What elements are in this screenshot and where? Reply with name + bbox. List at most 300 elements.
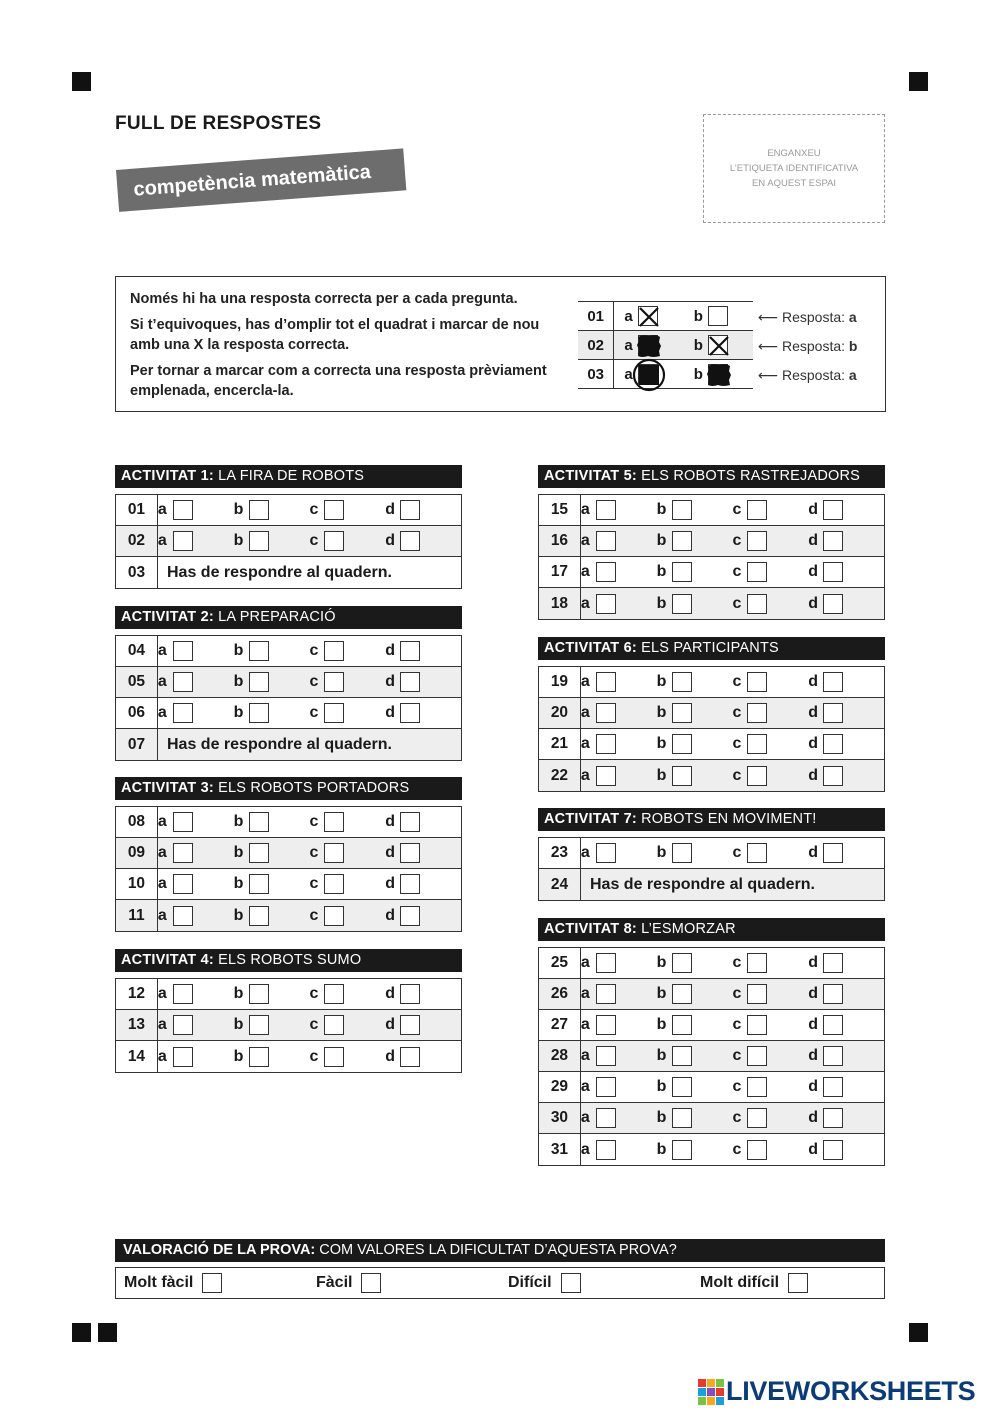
- answer-checkbox[interactable]: [596, 1108, 616, 1128]
- instructions-box: [115, 276, 886, 412]
- registration-mark: [72, 1323, 91, 1342]
- answer-checkbox[interactable]: [747, 953, 767, 973]
- registration-mark: [72, 72, 91, 91]
- question-row: [116, 900, 461, 931]
- answer-checkbox[interactable]: [672, 703, 692, 723]
- activity-1: [115, 465, 462, 589]
- rating-option: Difícil: [500, 1273, 692, 1293]
- question-row: [539, 1134, 884, 1165]
- answer-checkbox[interactable]: [400, 672, 420, 692]
- option-b: b: [234, 906, 310, 926]
- answer-checkbox[interactable]: [249, 984, 269, 1004]
- question-row: [539, 760, 884, 791]
- answer-checkbox[interactable]: [249, 906, 269, 926]
- option-d: d: [808, 953, 884, 973]
- option-d: d: [385, 812, 461, 832]
- option-d: d: [808, 1077, 884, 1097]
- rating-option: Fàcil: [308, 1273, 500, 1293]
- left-arrow-icon: ⟵: [758, 367, 779, 383]
- question-number: 30: [539, 1103, 581, 1133]
- answer-checkbox[interactable]: [672, 594, 692, 614]
- answer-checkbox[interactable]: [747, 562, 767, 582]
- option-c: c: [309, 531, 385, 551]
- question-number: 17: [539, 557, 581, 587]
- option-a: a: [581, 531, 657, 551]
- registration-mark: [909, 1323, 928, 1342]
- answer-checkbox[interactable]: [823, 734, 843, 754]
- answer-checkbox[interactable]: [823, 766, 843, 786]
- question-row: [116, 807, 461, 838]
- answer-checkbox[interactable]: [249, 531, 269, 551]
- rating-checkbox[interactable]: [202, 1273, 222, 1293]
- answer-checkbox[interactable]: [173, 672, 193, 692]
- activity-header: ACTIVITAT 4: ELS ROBOTS SUMO: [115, 949, 462, 972]
- answer-checkbox[interactable]: [672, 562, 692, 582]
- option-c: c: [732, 531, 808, 551]
- question-row: [116, 495, 461, 526]
- option-d: d: [385, 703, 461, 723]
- answer-checkbox[interactable]: [324, 843, 344, 863]
- example-option: b: [694, 335, 753, 355]
- option-d: d: [808, 1108, 884, 1128]
- answer-checkbox[interactable]: [747, 500, 767, 520]
- answer-checkbox[interactable]: [324, 1047, 344, 1067]
- answer-checkbox[interactable]: [249, 874, 269, 894]
- question-row: [539, 1010, 884, 1041]
- answer-checkbox[interactable]: [173, 1047, 193, 1067]
- answer-checkbox[interactable]: [823, 531, 843, 551]
- option-b: b: [657, 500, 733, 520]
- answer-checkbox[interactable]: [596, 594, 616, 614]
- option-d: d: [808, 1046, 884, 1066]
- answer-checkbox[interactable]: [823, 500, 843, 520]
- question-row: [539, 729, 884, 760]
- answer-checkbox[interactable]: [324, 641, 344, 661]
- answer-checkbox[interactable]: [672, 953, 692, 973]
- option-d: d: [385, 672, 461, 692]
- answer-checkbox[interactable]: [747, 734, 767, 754]
- answer-checkbox[interactable]: [173, 1015, 193, 1035]
- answer-checkbox[interactable]: [324, 874, 344, 894]
- answer-checkbox[interactable]: [672, 843, 692, 863]
- option-a: a: [158, 1047, 234, 1067]
- answer-checkbox[interactable]: [400, 812, 420, 832]
- question-number: 19: [539, 667, 581, 697]
- activity-header: ACTIVITAT 7: ROBOTS EN MOVIMENT!: [538, 808, 885, 831]
- question-row: [539, 495, 884, 526]
- option-b: b: [657, 1015, 733, 1035]
- option-c: c: [732, 594, 808, 614]
- question-number: 03: [116, 557, 158, 588]
- answer-checkbox[interactable]: [173, 906, 193, 926]
- activity-6: [538, 637, 885, 792]
- instructions-text: Només hi ha una resposta correcta per a cada pregunta. Si t’equivoques, has d’omplir tot el quadrat i marcar de nou amb una X la resposta correcta. Per tornar a marcar com a correcta una resposta prèviament emplenada, encercla-la.: [130, 291, 547, 399]
- answer-checkbox[interactable]: [400, 531, 420, 551]
- answer-checkbox[interactable]: [249, 641, 269, 661]
- left-arrow-icon: ⟵: [758, 338, 779, 354]
- option-b: b: [657, 531, 733, 551]
- activity-header: ACTIVITAT 5: ELS ROBOTS RASTREJADORS: [538, 465, 885, 488]
- example-row: [578, 331, 753, 360]
- option-c: c: [732, 953, 808, 973]
- answer-checkbox[interactable]: [400, 843, 420, 863]
- option-a: a: [581, 1046, 657, 1066]
- question-number: 09: [116, 838, 158, 868]
- option-a: a: [158, 531, 234, 551]
- answer-checkbox[interactable]: [400, 703, 420, 723]
- answer-checkbox[interactable]: [324, 1015, 344, 1035]
- answer-checkbox[interactable]: [823, 1077, 843, 1097]
- option-a: a: [581, 766, 657, 786]
- question-row: [116, 838, 461, 869]
- notebook-note: Has de respondre al quadern.: [167, 563, 392, 581]
- answer-checkbox[interactable]: [596, 734, 616, 754]
- option-b: b: [657, 1140, 733, 1160]
- question-row: [539, 1072, 884, 1103]
- option-a: a: [158, 641, 234, 661]
- question-number: 27: [539, 1010, 581, 1040]
- page-title: FULL DE RESPOSTES: [115, 113, 322, 134]
- answer-checkbox[interactable]: [672, 734, 692, 754]
- answer-checkbox[interactable]: [823, 594, 843, 614]
- answer-checkbox[interactable]: [672, 1015, 692, 1035]
- question-number: 24: [539, 869, 581, 900]
- answer-table: [115, 494, 462, 589]
- answer-checkbox[interactable]: [596, 766, 616, 786]
- option-a: a: [158, 874, 234, 894]
- question-number: 12: [116, 979, 158, 1009]
- answer-checkbox[interactable]: [823, 703, 843, 723]
- answer-checkbox[interactable]: [173, 703, 193, 723]
- question-number: 18: [539, 588, 581, 619]
- option-a: a: [158, 500, 234, 520]
- answer-checkbox[interactable]: [672, 1140, 692, 1160]
- answer-checkbox[interactable]: [596, 500, 616, 520]
- answer-table: [538, 947, 885, 1166]
- example-cross-box-icon: [708, 335, 728, 355]
- option-c: c: [309, 812, 385, 832]
- question-number: 05: [116, 667, 158, 697]
- example-answer: ⟵ Resposta: a: [758, 309, 857, 325]
- option-b: b: [657, 984, 733, 1004]
- option-a: a: [581, 734, 657, 754]
- option-b: b: [657, 1108, 733, 1128]
- question-row: [539, 948, 884, 979]
- option-b: b: [657, 1046, 733, 1066]
- question-row: [539, 526, 884, 557]
- rating-checkbox[interactable]: [361, 1273, 381, 1293]
- answer-checkbox[interactable]: [823, 1015, 843, 1035]
- question-row: [116, 667, 461, 698]
- question-number: 26: [539, 979, 581, 1009]
- option-b: b: [234, 874, 310, 894]
- rating-checkbox[interactable]: [788, 1273, 808, 1293]
- answer-checkbox[interactable]: [324, 906, 344, 926]
- rating-option: Molt difícil: [692, 1273, 884, 1293]
- option-c: c: [732, 703, 808, 723]
- answer-checkbox[interactable]: [596, 562, 616, 582]
- answer-checkbox[interactable]: [324, 672, 344, 692]
- answer-checkbox[interactable]: [672, 1077, 692, 1097]
- option-d: d: [385, 1015, 461, 1035]
- example-table: [578, 301, 753, 389]
- answer-checkbox[interactable]: [400, 874, 420, 894]
- answer-checkbox[interactable]: [173, 500, 193, 520]
- question-number: 11: [116, 900, 158, 931]
- answer-checkbox[interactable]: [823, 1046, 843, 1066]
- activity-2: [115, 606, 462, 761]
- question-row: [539, 588, 884, 619]
- answer-checkbox[interactable]: [596, 843, 616, 863]
- answer-checkbox[interactable]: [173, 874, 193, 894]
- option-d: d: [385, 874, 461, 894]
- example-answer: ⟵ Resposta: a: [758, 367, 857, 383]
- answer-checkbox[interactable]: [747, 766, 767, 786]
- answer-checkbox[interactable]: [823, 843, 843, 863]
- option-d: d: [808, 562, 884, 582]
- question-number: 21: [539, 729, 581, 759]
- answer-checkbox[interactable]: [672, 984, 692, 1004]
- option-b: b: [657, 703, 733, 723]
- option-b: b: [234, 641, 310, 661]
- option-c: c: [732, 843, 808, 863]
- option-b: b: [234, 672, 310, 692]
- answer-checkbox[interactable]: [596, 1140, 616, 1160]
- example-option: a: [624, 306, 683, 326]
- option-b: b: [657, 734, 733, 754]
- option-c: c: [309, 500, 385, 520]
- question-number: 02: [116, 526, 158, 556]
- question-number: 06: [116, 698, 158, 728]
- id-label-area: ENGANXEU L’ETIQUETA IDENTIFICATIVA EN AQUEST ESPAI: [703, 114, 885, 223]
- rating-options: [115, 1267, 885, 1299]
- answer-checkbox[interactable]: [400, 1015, 420, 1035]
- option-b: b: [234, 531, 310, 551]
- option-c: c: [732, 1046, 808, 1066]
- activity-5: [538, 465, 885, 620]
- option-a: a: [581, 703, 657, 723]
- question-row: [539, 838, 884, 869]
- answer-checkbox[interactable]: [823, 984, 843, 1004]
- answer-table: [538, 494, 885, 620]
- answer-checkbox[interactable]: [400, 641, 420, 661]
- answer-table: [115, 635, 462, 761]
- answer-checkbox[interactable]: [400, 984, 420, 1004]
- answer-checkbox[interactable]: [173, 843, 193, 863]
- answer-checkbox[interactable]: [747, 843, 767, 863]
- option-b: b: [234, 843, 310, 863]
- answer-checkbox[interactable]: [249, 1047, 269, 1067]
- option-a: a: [581, 984, 657, 1004]
- example-number: 02: [578, 331, 614, 359]
- option-a: a: [581, 1108, 657, 1128]
- option-a: a: [158, 812, 234, 832]
- answer-checkbox[interactable]: [672, 672, 692, 692]
- question-number: 16: [539, 526, 581, 556]
- option-c: c: [309, 843, 385, 863]
- answer-checkbox[interactable]: [747, 1077, 767, 1097]
- answer-checkbox[interactable]: [823, 562, 843, 582]
- option-a: a: [158, 984, 234, 1004]
- option-c: c: [309, 984, 385, 1004]
- option-d: d: [808, 984, 884, 1004]
- logo-icon: [698, 1379, 724, 1405]
- question-row: [116, 1010, 461, 1041]
- question-number: 15: [539, 495, 581, 525]
- example-number: 01: [578, 302, 614, 330]
- notebook-note: Has de respondre al quadern.: [167, 735, 392, 753]
- answer-checkbox[interactable]: [596, 531, 616, 551]
- answer-checkbox[interactable]: [672, 500, 692, 520]
- answer-checkbox[interactable]: [324, 703, 344, 723]
- answer-checkbox[interactable]: [400, 500, 420, 520]
- answer-checkbox[interactable]: [672, 1046, 692, 1066]
- answer-checkbox[interactable]: [249, 703, 269, 723]
- answer-checkbox[interactable]: [324, 984, 344, 1004]
- answer-checkbox[interactable]: [672, 766, 692, 786]
- question-row: [539, 1103, 884, 1134]
- answer-checkbox[interactable]: [173, 641, 193, 661]
- answer-checkbox[interactable]: [324, 500, 344, 520]
- activity-header: ACTIVITAT 6: ELS PARTICIPANTS: [538, 637, 885, 660]
- question-number: 04: [116, 636, 158, 666]
- answer-checkbox[interactable]: [324, 531, 344, 551]
- answer-checkbox[interactable]: [173, 812, 193, 832]
- answer-checkbox[interactable]: [747, 703, 767, 723]
- option-a: a: [581, 562, 657, 582]
- option-a: a: [158, 843, 234, 863]
- answer-checkbox[interactable]: [596, 953, 616, 973]
- option-a: a: [581, 1077, 657, 1097]
- answer-table: [115, 978, 462, 1073]
- option-d: d: [385, 906, 461, 926]
- answer-checkbox[interactable]: [249, 812, 269, 832]
- question-row: [539, 667, 884, 698]
- answer-checkbox[interactable]: [173, 984, 193, 1004]
- option-a: a: [581, 843, 657, 863]
- answer-checkbox[interactable]: [400, 906, 420, 926]
- option-d: d: [808, 672, 884, 692]
- activity-3: [115, 777, 462, 932]
- activity-header: ACTIVITAT 8: L’ESMORZAR: [538, 918, 885, 941]
- answer-checkbox[interactable]: [747, 531, 767, 551]
- option-a: a: [581, 1015, 657, 1035]
- activity-header: ACTIVITAT 2: LA PREPARACIÓ: [115, 606, 462, 629]
- option-c: c: [732, 766, 808, 786]
- question-number: 08: [116, 807, 158, 837]
- question-row: [116, 557, 461, 588]
- example-answer: ⟵ Resposta: b: [758, 338, 858, 354]
- question-number: 22: [539, 760, 581, 791]
- answer-table: [538, 837, 885, 901]
- option-c: c: [309, 874, 385, 894]
- answer-checkbox[interactable]: [747, 1140, 767, 1160]
- option-d: d: [808, 843, 884, 863]
- option-c: c: [309, 641, 385, 661]
- question-row: [116, 698, 461, 729]
- rating-checkbox[interactable]: [561, 1273, 581, 1293]
- question-number: 10: [116, 869, 158, 899]
- answer-checkbox[interactable]: [747, 672, 767, 692]
- question-row: [539, 557, 884, 588]
- subject-banner: competència matemàtica: [116, 148, 406, 211]
- example-row: [578, 302, 753, 331]
- answer-checkbox[interactable]: [672, 1108, 692, 1128]
- option-a: a: [581, 500, 657, 520]
- answer-checkbox[interactable]: [596, 672, 616, 692]
- liveworksheets-logo: [698, 1376, 975, 1407]
- answer-checkbox[interactable]: [249, 1015, 269, 1035]
- answer-checkbox[interactable]: [747, 1015, 767, 1035]
- question-number: 13: [116, 1010, 158, 1040]
- activity-header: ACTIVITAT 1: LA FIRA DE ROBOTS: [115, 465, 462, 488]
- question-number: 29: [539, 1072, 581, 1102]
- example-filled-box-icon: [708, 364, 728, 384]
- option-c: c: [732, 734, 808, 754]
- question-row: [539, 979, 884, 1010]
- option-d: d: [385, 984, 461, 1004]
- option-d: d: [385, 1047, 461, 1067]
- option-d: d: [385, 843, 461, 863]
- option-c: c: [732, 1015, 808, 1035]
- option-d: d: [808, 594, 884, 614]
- option-c: c: [732, 562, 808, 582]
- answer-checkbox[interactable]: [823, 953, 843, 973]
- answer-checkbox[interactable]: [823, 1140, 843, 1160]
- rating-option: Molt fàcil: [116, 1273, 308, 1293]
- question-row: [116, 729, 461, 760]
- answer-checkbox[interactable]: [823, 1108, 843, 1128]
- option-b: b: [657, 766, 733, 786]
- answer-checkbox[interactable]: [324, 812, 344, 832]
- answer-checkbox[interactable]: [823, 672, 843, 692]
- answer-checkbox[interactable]: [173, 531, 193, 551]
- activity-header: ACTIVITAT 3: ELS ROBOTS PORTADORS: [115, 777, 462, 800]
- option-c: c: [732, 1077, 808, 1097]
- answer-checkbox[interactable]: [249, 500, 269, 520]
- question-number: 28: [539, 1041, 581, 1071]
- registration-mark: [909, 72, 928, 91]
- rating-header: VALORACIÓ DE LA PROVA: COM VALORES LA DIFICULTAT D’AQUESTA PROVA?: [115, 1239, 885, 1262]
- answer-checkbox[interactable]: [400, 1047, 420, 1067]
- option-c: c: [309, 1047, 385, 1067]
- answer-checkbox[interactable]: [747, 1108, 767, 1128]
- option-a: a: [581, 953, 657, 973]
- answer-checkbox[interactable]: [747, 594, 767, 614]
- option-b: b: [234, 1047, 310, 1067]
- answer-checkbox[interactable]: [596, 703, 616, 723]
- option-b: b: [657, 843, 733, 863]
- question-number: 23: [539, 838, 581, 868]
- activity-7: [538, 808, 885, 901]
- answer-checkbox[interactable]: [596, 1015, 616, 1035]
- option-b: b: [234, 500, 310, 520]
- option-c: c: [309, 672, 385, 692]
- answer-checkbox[interactable]: [672, 531, 692, 551]
- option-c: c: [309, 703, 385, 723]
- answer-checkbox[interactable]: [747, 984, 767, 1004]
- answer-checkbox[interactable]: [596, 1046, 616, 1066]
- option-d: d: [385, 500, 461, 520]
- answer-checkbox[interactable]: [596, 984, 616, 1004]
- option-d: d: [385, 531, 461, 551]
- example-filled-box-icon: [638, 335, 658, 355]
- answer-checkbox[interactable]: [596, 1077, 616, 1097]
- answer-checkbox[interactable]: [249, 843, 269, 863]
- answer-checkbox[interactable]: [249, 672, 269, 692]
- option-a: a: [158, 672, 234, 692]
- answer-checkbox[interactable]: [747, 1046, 767, 1066]
